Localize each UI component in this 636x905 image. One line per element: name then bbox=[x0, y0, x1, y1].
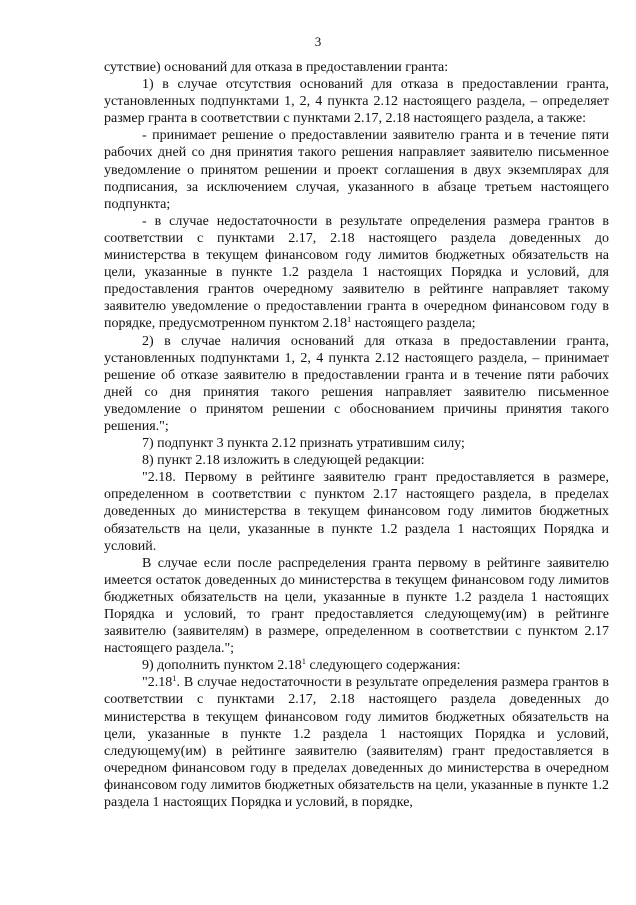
paragraph-subitem-2: 2) в случае наличия оснований для отказа в предоставлении гранта, установленных подпунктами 1, 2, 4 пункта 2.12 настоящего раздела, – принимает решение об отказе заявителю в предоставлении гранта и в течение пяти рабочих дней со дня принятия такого решения направляет заявителю письменное уведомление о принятом решении с обоснованием причины принятия такого решения."; bbox=[104, 333, 609, 434]
document-body bbox=[104, 59, 609, 811]
paragraph-subitem-1: 1) в случае отсутствия оснований для отказа в предоставлении гранта, установленных подпунктами 1, 2, 4 пункта 2.12 настоящего раздела, – определяет размер гранта в соответствии с пунктами 2.17, 2.18 настоящего раздела, а также: bbox=[104, 77, 609, 127]
paragraph-clause-2-18: "2.18. Первому в рейтинге заявителю грант предоставляется в размере, определенном в соответствии с пунктом 2.17 настоящего раздела, в пределах доведенных до министерства в текущем финансовом году лимитов бюджетных обязательств на цели, указанные в пункте 1.2 раздела 1 настоящих Порядка и условий. bbox=[104, 470, 609, 554]
paragraph-dash-decision: - принимает решение о предоставлении заявителю гранта и в течение пяти рабочих дней со дня принятия такого решения направляет заявителю письменное уведомление о принятом решении и проект соглашения в двух экземплярах для подписания, за исключением случая, указанного в абзаце третьем настоящего подпункта; bbox=[104, 128, 609, 212]
paragraph-clause-2-18-remainder: В случае если после распределения гранта первому в рейтинге заявителю имеется остаток доведенных до министерства в текущем финансовом году лимитов бюджетных обязательств на цели, указанные в пункте 1.2 раздела 1 настоящих Порядка и условий, то грант предоставляется следующему(им) в рейтинге заявителю (заявителям) в размере, определенном в соответствии с пунктом 2.17 настоящего раздела."; bbox=[104, 555, 609, 657]
paragraph-item-7: 7) подпункт 3 пункта 2.12 признать утратившим силу; bbox=[142, 436, 465, 452]
paragraph-text: 9) дополнить пунктом 2.18 bbox=[142, 658, 302, 674]
superscript: 1 bbox=[301, 656, 306, 667]
paragraph-item-9 bbox=[104, 657, 609, 674]
paragraph-continuation: сутствие) оснований для отказа в предоставлении гранта: bbox=[104, 60, 449, 75]
paragraph-dash-insufficiency bbox=[104, 213, 609, 333]
paragraph-text: "2.18 bbox=[142, 675, 173, 691]
paragraph-text: следующего содержания: bbox=[305, 658, 461, 674]
superscript: 1 bbox=[346, 314, 352, 325]
page-number: 3 bbox=[314, 34, 322, 49]
paragraph-text: настоящего раздела; bbox=[351, 316, 476, 332]
paragraph-clause-2-18-1 bbox=[104, 674, 609, 811]
superscript: 1 bbox=[172, 673, 177, 684]
paragraph-text: - в случае недостаточности в результате определения размера грантов в соответствии с пунктами 2.17, 2.18 настоящего раздела доведенных до министерства в текущем финансовом году лимитов бюджетных обязательств на цели, указанные в пункте 1.2 раздела 1 настоящих Порядка и условий, для предоставления грантов очередному заявителю в рейтинге направляет такому заявителю уведомление о предоставлении гранта в очередном финансовом году в порядке, предусмотренном пунктом 2.18 bbox=[104, 213, 609, 332]
paragraph-item-8: 8) пункт 2.18 изложить в следующей редакции: bbox=[142, 453, 425, 469]
paragraph-text: . В случае недостаточности в результате определения размера грантов в соответствии с пунктами 2.17, 2.18 настоящего раздела доведенных до министерства в текущем финансовом году лимитов бюджетных обязательств на цели, указанные в пункте 1.2 раздела 1 настоящих Порядка и условий, следующему(им) в рейтинге заявителю (заявителям) грант предоставляется в очередном финансовом году в пределах доведенных до министерства в очередном финансовом году лимитов бюджетных обязательств на цели, указанные в пункте 1.2 раздела 1 настоящих Порядка и условий, в порядке, bbox=[104, 675, 609, 811]
